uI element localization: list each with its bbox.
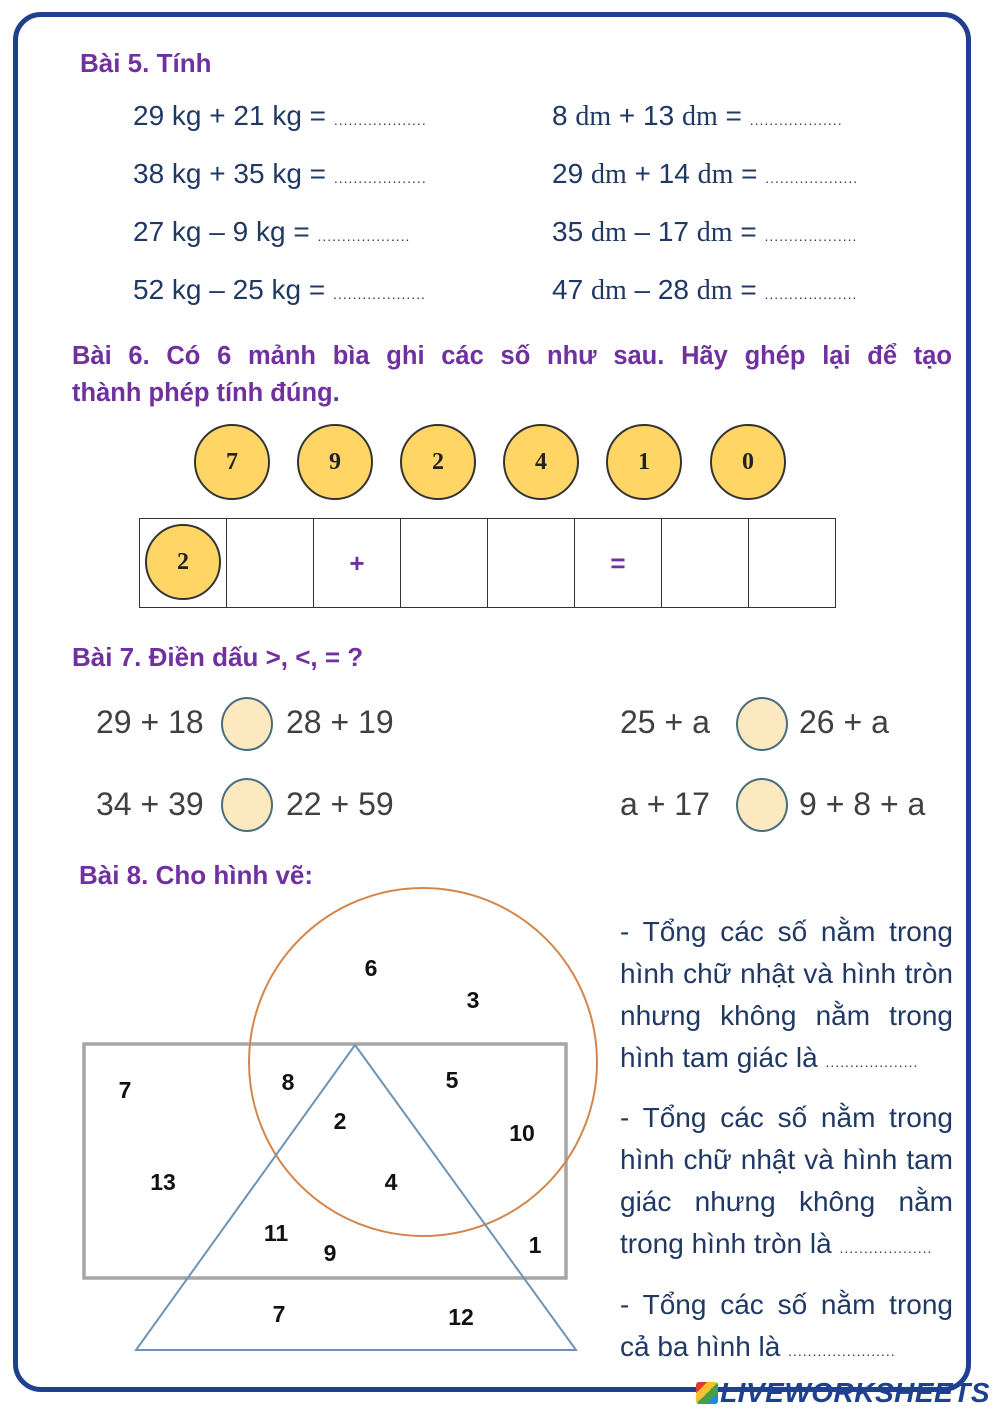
question-text: - Tổng các số nằm trong hình chữ nhật và hình tam giác nhưng không nằm trong hình tròn là	[620, 1102, 953, 1259]
answer-blank[interactable]: ...................	[333, 286, 426, 302]
unit: dm	[575, 101, 612, 132]
bai8-question-3	[620, 1284, 953, 1372]
expr-text: 38 kg + 35 kg =	[133, 158, 334, 189]
venn-number: 10	[509, 1120, 535, 1146]
unit: dm	[696, 275, 733, 306]
unit: dm	[590, 275, 627, 306]
answer-blank[interactable]: ...................	[749, 112, 843, 128]
venn-number: 7	[118, 1077, 132, 1103]
expr-part: =	[732, 274, 765, 305]
expr-part: 29	[552, 158, 591, 189]
number-card[interactable]: 1	[606, 424, 682, 500]
liveworksheets-logo	[696, 1377, 990, 1409]
answer-blank[interactable]: ...................	[764, 228, 858, 244]
expr-part: 8	[552, 100, 576, 131]
expr-part: =	[733, 158, 766, 189]
number-card[interactable]: 9	[297, 424, 373, 500]
answer-blank[interactable]: ...................	[317, 228, 411, 244]
plus-sign: +	[314, 519, 401, 608]
venn-number: 1	[528, 1232, 542, 1258]
question-text: - Tổng các số nằm trong cả ba hình là	[620, 1289, 953, 1362]
triangle-shape	[136, 1045, 576, 1350]
answer-blank[interactable]: ...................	[764, 286, 858, 302]
unit: dm	[681, 101, 718, 132]
venn-number: 7	[272, 1301, 286, 1327]
logo-icon	[696, 1382, 718, 1404]
answer-blank[interactable]: ......................	[788, 1343, 896, 1359]
answer-blank[interactable]: ...................	[839, 1240, 933, 1256]
bai6-heading-line1: Bài 6. Có 6 mảnh bìa ghi các số như sau. Hãy ghép lại để tạo	[72, 342, 952, 370]
venn-number: 11	[263, 1220, 289, 1246]
answer-blank[interactable]: ...................	[765, 170, 859, 186]
expr-text: 29 kg + 21 kg =	[133, 100, 334, 131]
bai8-heading: Bài 8. Cho hình vẽ:	[79, 860, 314, 890]
unit: dm	[696, 217, 733, 248]
answer-blank[interactable]: ...................	[333, 170, 427, 186]
compare-right: 26 + a	[799, 704, 889, 740]
bai7-heading: Bài 7. Điền dấu >, <, = ?	[72, 642, 364, 672]
compare-left: 29 + 18	[96, 704, 204, 740]
expr-part: – 17	[626, 216, 697, 247]
compare-left: 25 + a	[620, 704, 710, 740]
venn-number: 3	[466, 987, 480, 1013]
expr-part: =	[732, 216, 765, 247]
number-card[interactable]: 0	[710, 424, 786, 500]
logo-text: LIVEWORKSHEETS	[720, 1377, 990, 1408]
expr-part: 47	[552, 274, 591, 305]
answer-blank[interactable]: ...................	[333, 112, 427, 128]
expr-text: 27 kg – 9 kg =	[133, 216, 318, 247]
expr-part: 35	[552, 216, 591, 247]
unit: dm	[697, 159, 734, 190]
bai8-question-1	[620, 911, 953, 1083]
placed-card[interactable]: 2	[145, 524, 221, 600]
equals-sign: =	[575, 519, 662, 608]
number-card[interactable]: 7	[194, 424, 270, 500]
number-card[interactable]: 4	[503, 424, 579, 500]
answer-blank[interactable]: ...................	[825, 1054, 919, 1070]
venn-number: 6	[364, 955, 378, 981]
unit: dm	[590, 217, 627, 248]
number-card[interactable]: 2	[400, 424, 476, 500]
venn-number: 5	[445, 1067, 459, 1093]
bai6-heading-line2: thành phép tính đúng.	[72, 379, 340, 407]
compare-right: 28 + 19	[286, 704, 394, 740]
venn-number: 9	[323, 1240, 337, 1266]
compare-right: 9 + 8 + a	[799, 786, 926, 822]
venn-number: 2	[333, 1108, 347, 1134]
expr-part: – 28	[626, 274, 697, 305]
venn-number: 12	[448, 1304, 474, 1330]
expr-part: + 13	[611, 100, 682, 131]
venn-number: 4	[384, 1169, 398, 1195]
expr-part: + 14	[626, 158, 698, 189]
compare-right: 22 + 59	[286, 786, 394, 822]
bai5-heading: Bài 5. Tính	[80, 48, 212, 78]
bai8-question-2	[620, 1097, 953, 1269]
expr-part: =	[717, 100, 750, 131]
expr-text: 52 kg – 25 kg =	[133, 274, 334, 305]
venn-number: 13	[150, 1169, 176, 1195]
unit: dm	[590, 159, 627, 190]
compare-left: 34 + 39	[96, 786, 204, 822]
venn-number: 8	[281, 1069, 295, 1095]
circle-shape	[249, 888, 597, 1236]
question-text: - Tổng các số nằm trong hình chữ nhật và hình tròn nhưng không nằm trong hình tam giác là	[620, 916, 953, 1073]
compare-left: a + 17	[620, 786, 710, 822]
